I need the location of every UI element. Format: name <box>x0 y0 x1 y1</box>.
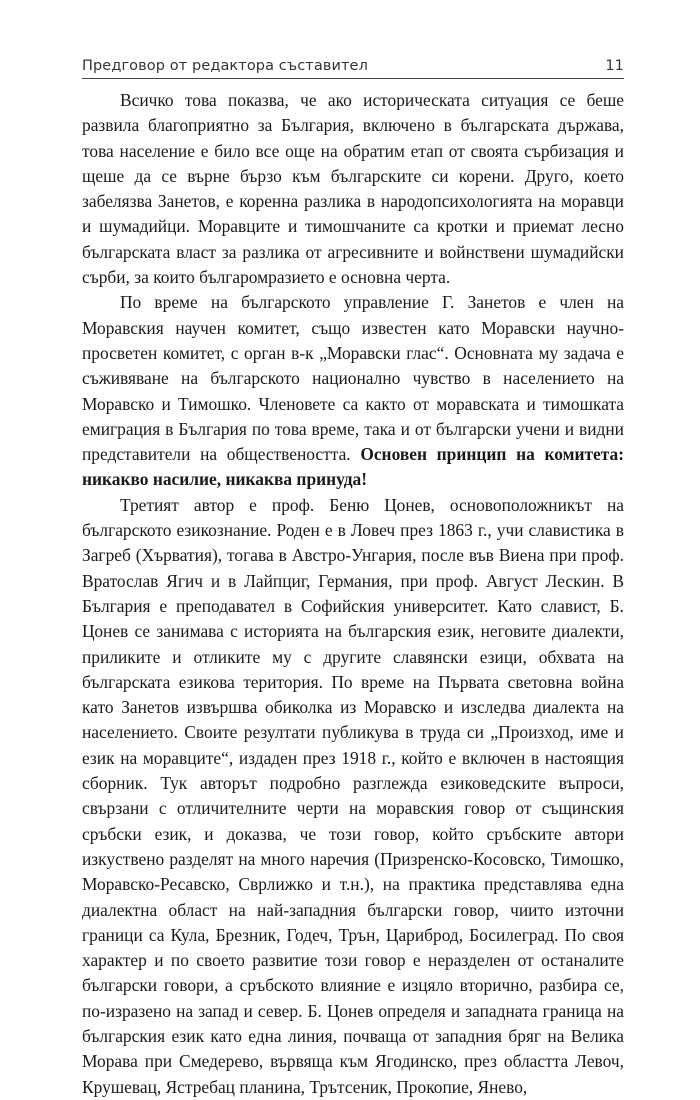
running-header <box>82 50 624 74</box>
header-divider <box>82 78 624 79</box>
paragraph-2-text: По време на българското управление Г. Занетов е член на Моравския научен комитет, също известен като Моравски научно-просветен комитет, с орган в-к „Моравски глас“. Основната му задача е съживяване на българското национално чувство в населението на Моравско и Тимошко. Членовете са както от моравската и тимошката емиграция в България по това време, така и от български учени и видни представители на обществеността. <box>82 292 624 465</box>
paragraph-1 <box>82 88 624 290</box>
page-number: 11 <box>605 58 624 74</box>
chapter-title: Предговор от редактора съставител <box>82 58 368 74</box>
paragraph-3-text: Третият автор е проф. Беню Цонев, основоположникът на българското езикознание. Роден е в Ловеч през 1863 г., учи славистика в Загреб (Хърватия), тогава в Австро-Унгария, после във Виена при проф. Вратослав Ягич и в Лайпциг, Германия, при проф. Август Лескин. В България е преподавател в Софийския университет. Като славист, Б. Цонев се занимава с историята на българския език, неговите диалекти, приликите и отликите му с другите славянски езици, обхвата на българската езикова територия. По време на Първата световна война като Занетов извършва обиколка из Моравско и изследва диалекта на населението. Своите резултати публикува в труда си „Произход, име и език на моравците“, издаден през 1918 г., който е включен в настоящия сборник. Тук авторът подробно разглежда езиковедските въпроси, свързани с отличителните черти на моравския говор от същинския сръбски език, и доказва, че този говор, който сръбските автори изкуствено разделят на много наречия (Призренско-Косовско, Тимошко, Моравско-Ресавско, Сврлижко и т.н.), на практика представлява една диалектна област на най-западния български говор, чиито източни граници са Кула, Брезник, Годеч, Трън, Цариброд, Босилеград. По своя характер и по своето развитие този говор е неразделен от останалите български говори, а сръбското влияние е изцяло вторично, разбира се, по-изразено на запад и север. Б. Цонев определя и западната граница на българския език като една линия, почваща от западния бряг на Велика Морава при Смедерево, вървяща към Ягодинско, през областта Левоч, Крушевац, Ястребац планина, Трътсеник, Прокопие, Янево, <box>82 494 624 1097</box>
committee-principle: Основен принцип на комитета: никакво насилие, никаква принуда! <box>82 444 624 490</box>
paragraph-3 <box>82 493 624 1100</box>
paragraph-2 <box>82 290 624 492</box>
body-text <box>82 88 624 1100</box>
paragraph-1-text: Всичко това показва, че ако историческата ситуация се беше развила благоприятно за България, включено в българската държава, това население е било все още на обратим етап от своята сърбизация и щеше да се върне бързо към българските си корени. Друго, което забелязва Занетов, е коренна разлика в народопсихологията на моравци и шумадийци. Моравците и тимошчаните са кротки и приемат лесно българската власт за разлика от агресивните и войнствени шумадийски сърби, за които българомразието е основна черта. <box>82 90 624 288</box>
